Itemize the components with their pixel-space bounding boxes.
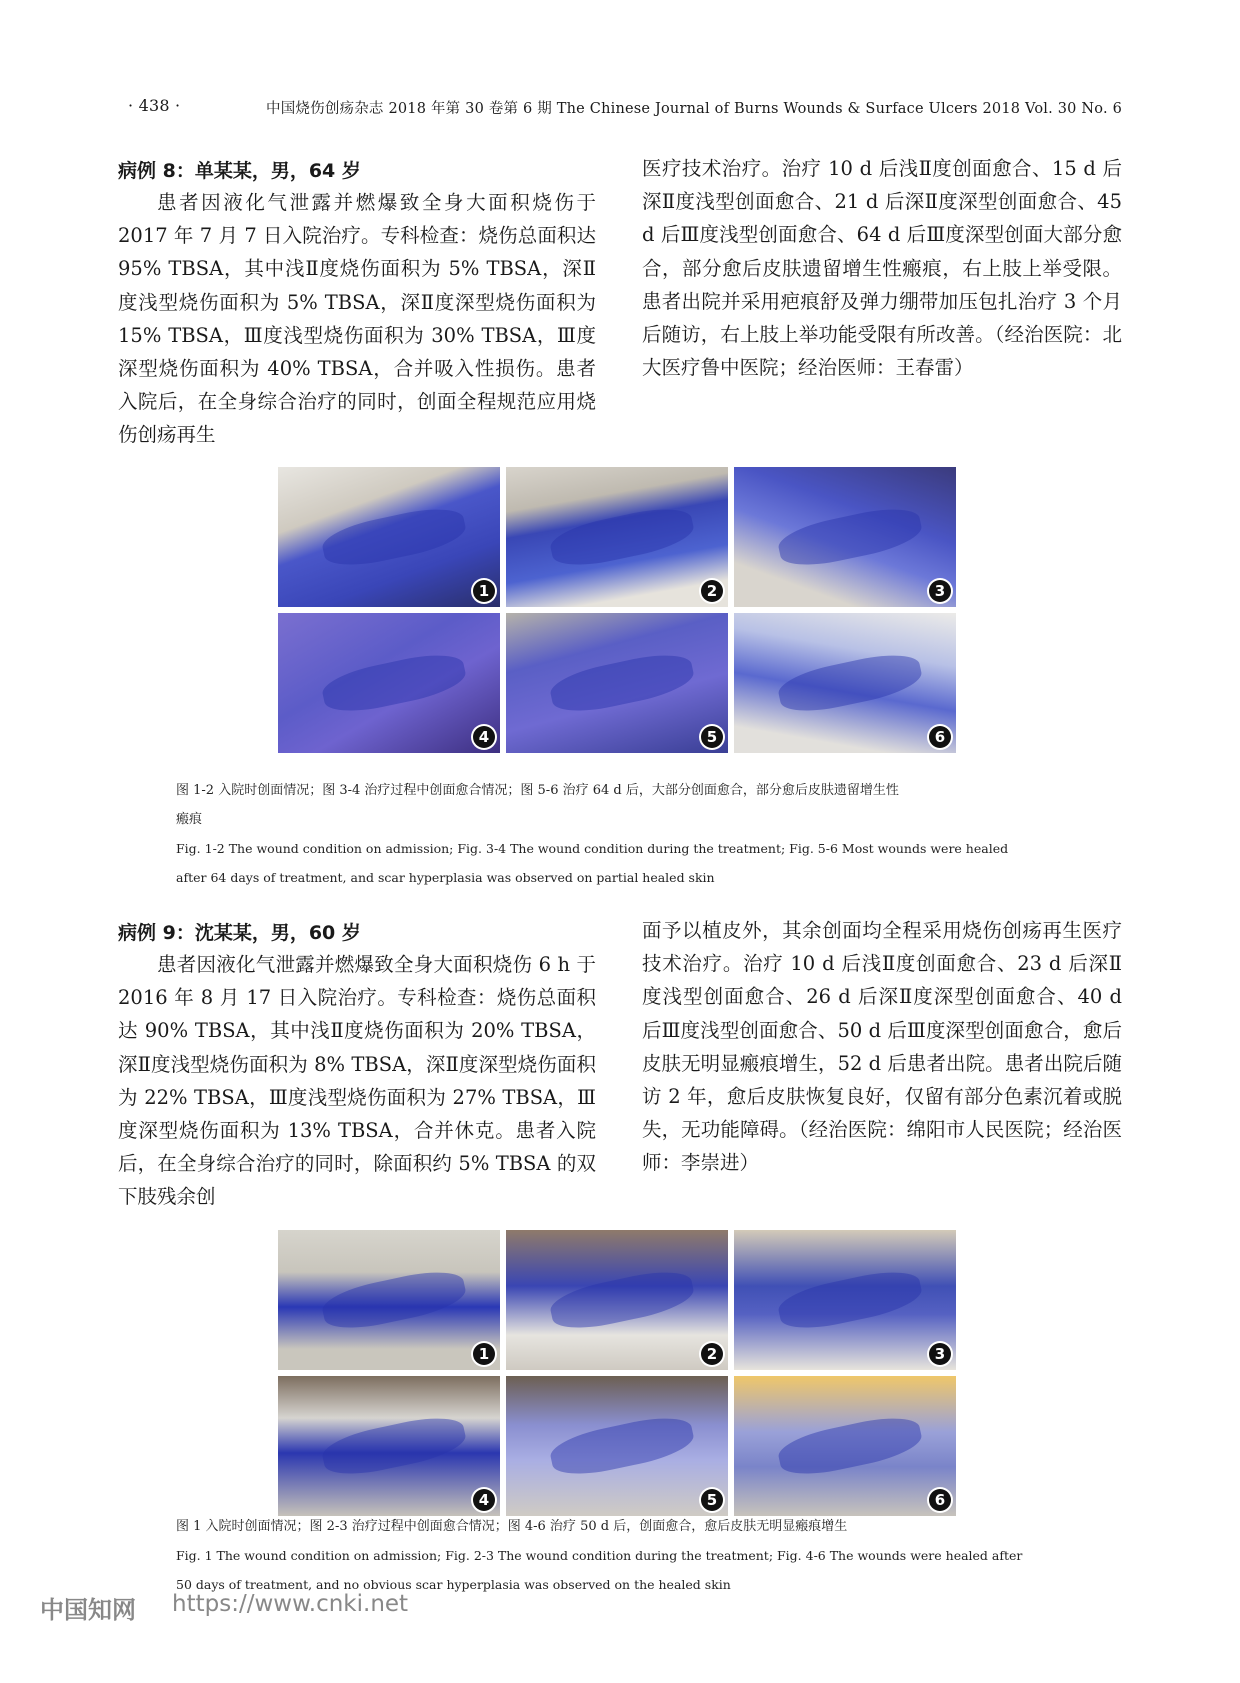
case9-right-paragraph: 面予以植皮外，其余创面均全程采用烧伤创疡再生医疗技术治疗。治疗 10 d 后浅Ⅱ度创面愈合、23 d 后深Ⅱ度浅型创面愈合、26 d 后深Ⅱ度深型创面愈合、40 d 后Ⅲ度浅型创面愈合、50 d 后Ⅲ度深型创面愈合，愈后皮肤无明显瘢痕增生，52 d 后患者出院。患者出院后随访 2 年，愈后皮肤恢复良好，仅留有部分色素沉着或脱失，无功能障碍。（经治医院：绵阳市人民医院；经治医师：李崇进） xyxy=(642,919,1122,1175)
cnki-logo: 中国知网 xyxy=(40,1596,136,1624)
case9-photo-4 xyxy=(278,1376,500,1516)
case8-caption-en-line2: after 64 days of treatment, and scar hyperplasia was observed on partial healed skin xyxy=(176,870,715,885)
case8-photo-5 xyxy=(506,613,728,753)
case9-photo-1 xyxy=(278,1230,500,1370)
case9-caption-en-line2: 50 days of treatment, and no obvious scar hyperplasia was observed on the healed skin xyxy=(176,1577,731,1592)
case9-photo-5 xyxy=(506,1376,728,1516)
case8-photo-6 xyxy=(734,613,956,753)
journal-running-header: 中国烧伤创疡杂志 2018 年第 30 卷第 6 期 The Chinese Journal of Burns Wounds & Surface Ulcers 2018 Vol. 30 No. 6 xyxy=(266,101,1122,117)
case9-left-paragraph: 患者因液化气泄露并燃爆致全身大面积烧伤 6 h 于 2016 年 8 月 17 日入院治疗。专科检查：烧伤总面积达 90% TBSA，其中浅Ⅱ度烧伤面积为 20% TBSA，深Ⅱ度浅型烧伤面积为 8% TBSA，深Ⅱ度深型烧伤面积为 22% TBSA，Ⅲ度浅型烧伤面积为 27% TBSA，Ⅲ度深型烧伤面积为 13% TBSA，合并休克。患者入院后，在全身综合治疗的同时，除面积约 5% TBSA 的双下肢残余创 xyxy=(118,953,596,1209)
case9-photo-grid xyxy=(278,1230,956,1516)
photo-number: 2 xyxy=(701,580,723,602)
case8-caption-en-line1: Fig. 1-2 The wound condition on admission; Fig. 3-4 The wound condition during the treatment; Fig. 5-6 Most wounds were healed xyxy=(176,841,1009,856)
case8-photo-3 xyxy=(734,467,956,607)
case9-photo-3 xyxy=(734,1230,956,1370)
case9-caption-cn-line1: 图 1 入院时创面情况；图 2-3 治疗过程中创面愈合情况；图 4-6 治疗 50 d 后，创面愈合，愈后皮肤无明显瘢痕增生 xyxy=(176,1519,848,1534)
photo-number: 2 xyxy=(701,1343,723,1365)
case8-photo-1 xyxy=(278,467,500,607)
case8-photo-grid xyxy=(278,467,956,753)
photo-number: 5 xyxy=(701,726,723,748)
case9-title: 病例 9：沈某某，男，60 岁 xyxy=(118,922,361,944)
case8-right-paragraph: 医疗技术治疗。治疗 10 d 后浅Ⅱ度创面愈合、15 d 后深Ⅱ度浅型创面愈合、21 d 后深Ⅱ度深型创面愈合、45 d 后Ⅲ度浅型创面愈合、64 d 后Ⅲ度深型创面大部分愈合，部分愈后皮肤遗留增生性瘢痕，右上肢上举受限。患者出院并采用疤痕舒及弹力绷带加压包扎治疗 3 个月后随访，右上肢上举功能受限有所改善。（经治医院：北大医疗鲁中医院；经治医师：王春雷） xyxy=(642,157,1122,380)
photo-number: 4 xyxy=(473,1489,495,1511)
case8-caption-cn-line1: 图 1-2 入院时创面情况；图 3-4 治疗过程中创面愈合情况；图 5-6 治疗 64 d 后，大部分创面愈合，部分愈后皮肤遗留增生性 xyxy=(176,783,899,798)
case9-caption-en-line1: Fig. 1 The wound condition on admission; Fig. 2-3 The wound condition during the treatment; Fig. 4-6 The wounds were healed after xyxy=(176,1548,1023,1563)
case8-title: 病例 8：单某某，男，64 岁 xyxy=(118,160,361,182)
cnki-url[interactable]: https://www.cnki.net xyxy=(172,1591,409,1617)
case9-photo-6 xyxy=(734,1376,956,1516)
photo-number: 1 xyxy=(473,1343,495,1365)
photo-number: 6 xyxy=(929,1489,951,1511)
case8-left-paragraph: 患者因液化气泄露并燃爆致全身大面积烧伤于 2017 年 7 月 7 日入院治疗。专科检查：烧伤总面积达 95% TBSA，其中浅Ⅱ度烧伤面积为 5% TBSA，深Ⅱ度浅型烧伤面积为 5% TBSA，深Ⅱ度深型烧伤面积为 15% TBSA，Ⅲ度浅型烧伤面积为 30% TBSA，Ⅲ度深型烧伤面积为 40% TBSA，合并吸入性损伤。患者入院后，在全身综合治疗的同时，创面全程规范应用烧伤创疡再生 xyxy=(118,191,596,447)
photo-number: 4 xyxy=(473,726,495,748)
case9-photo-2 xyxy=(506,1230,728,1370)
page-number: · 438 · xyxy=(128,96,181,115)
photo-number: 3 xyxy=(929,580,951,602)
case8-caption-cn-line2: 瘢痕 xyxy=(176,812,203,827)
photo-number: 5 xyxy=(701,1489,723,1511)
photo-number: 6 xyxy=(929,726,951,748)
photo-number: 3 xyxy=(929,1343,951,1365)
case8-photo-2 xyxy=(506,467,728,607)
case8-photo-4 xyxy=(278,613,500,753)
photo-number: 1 xyxy=(473,580,495,602)
